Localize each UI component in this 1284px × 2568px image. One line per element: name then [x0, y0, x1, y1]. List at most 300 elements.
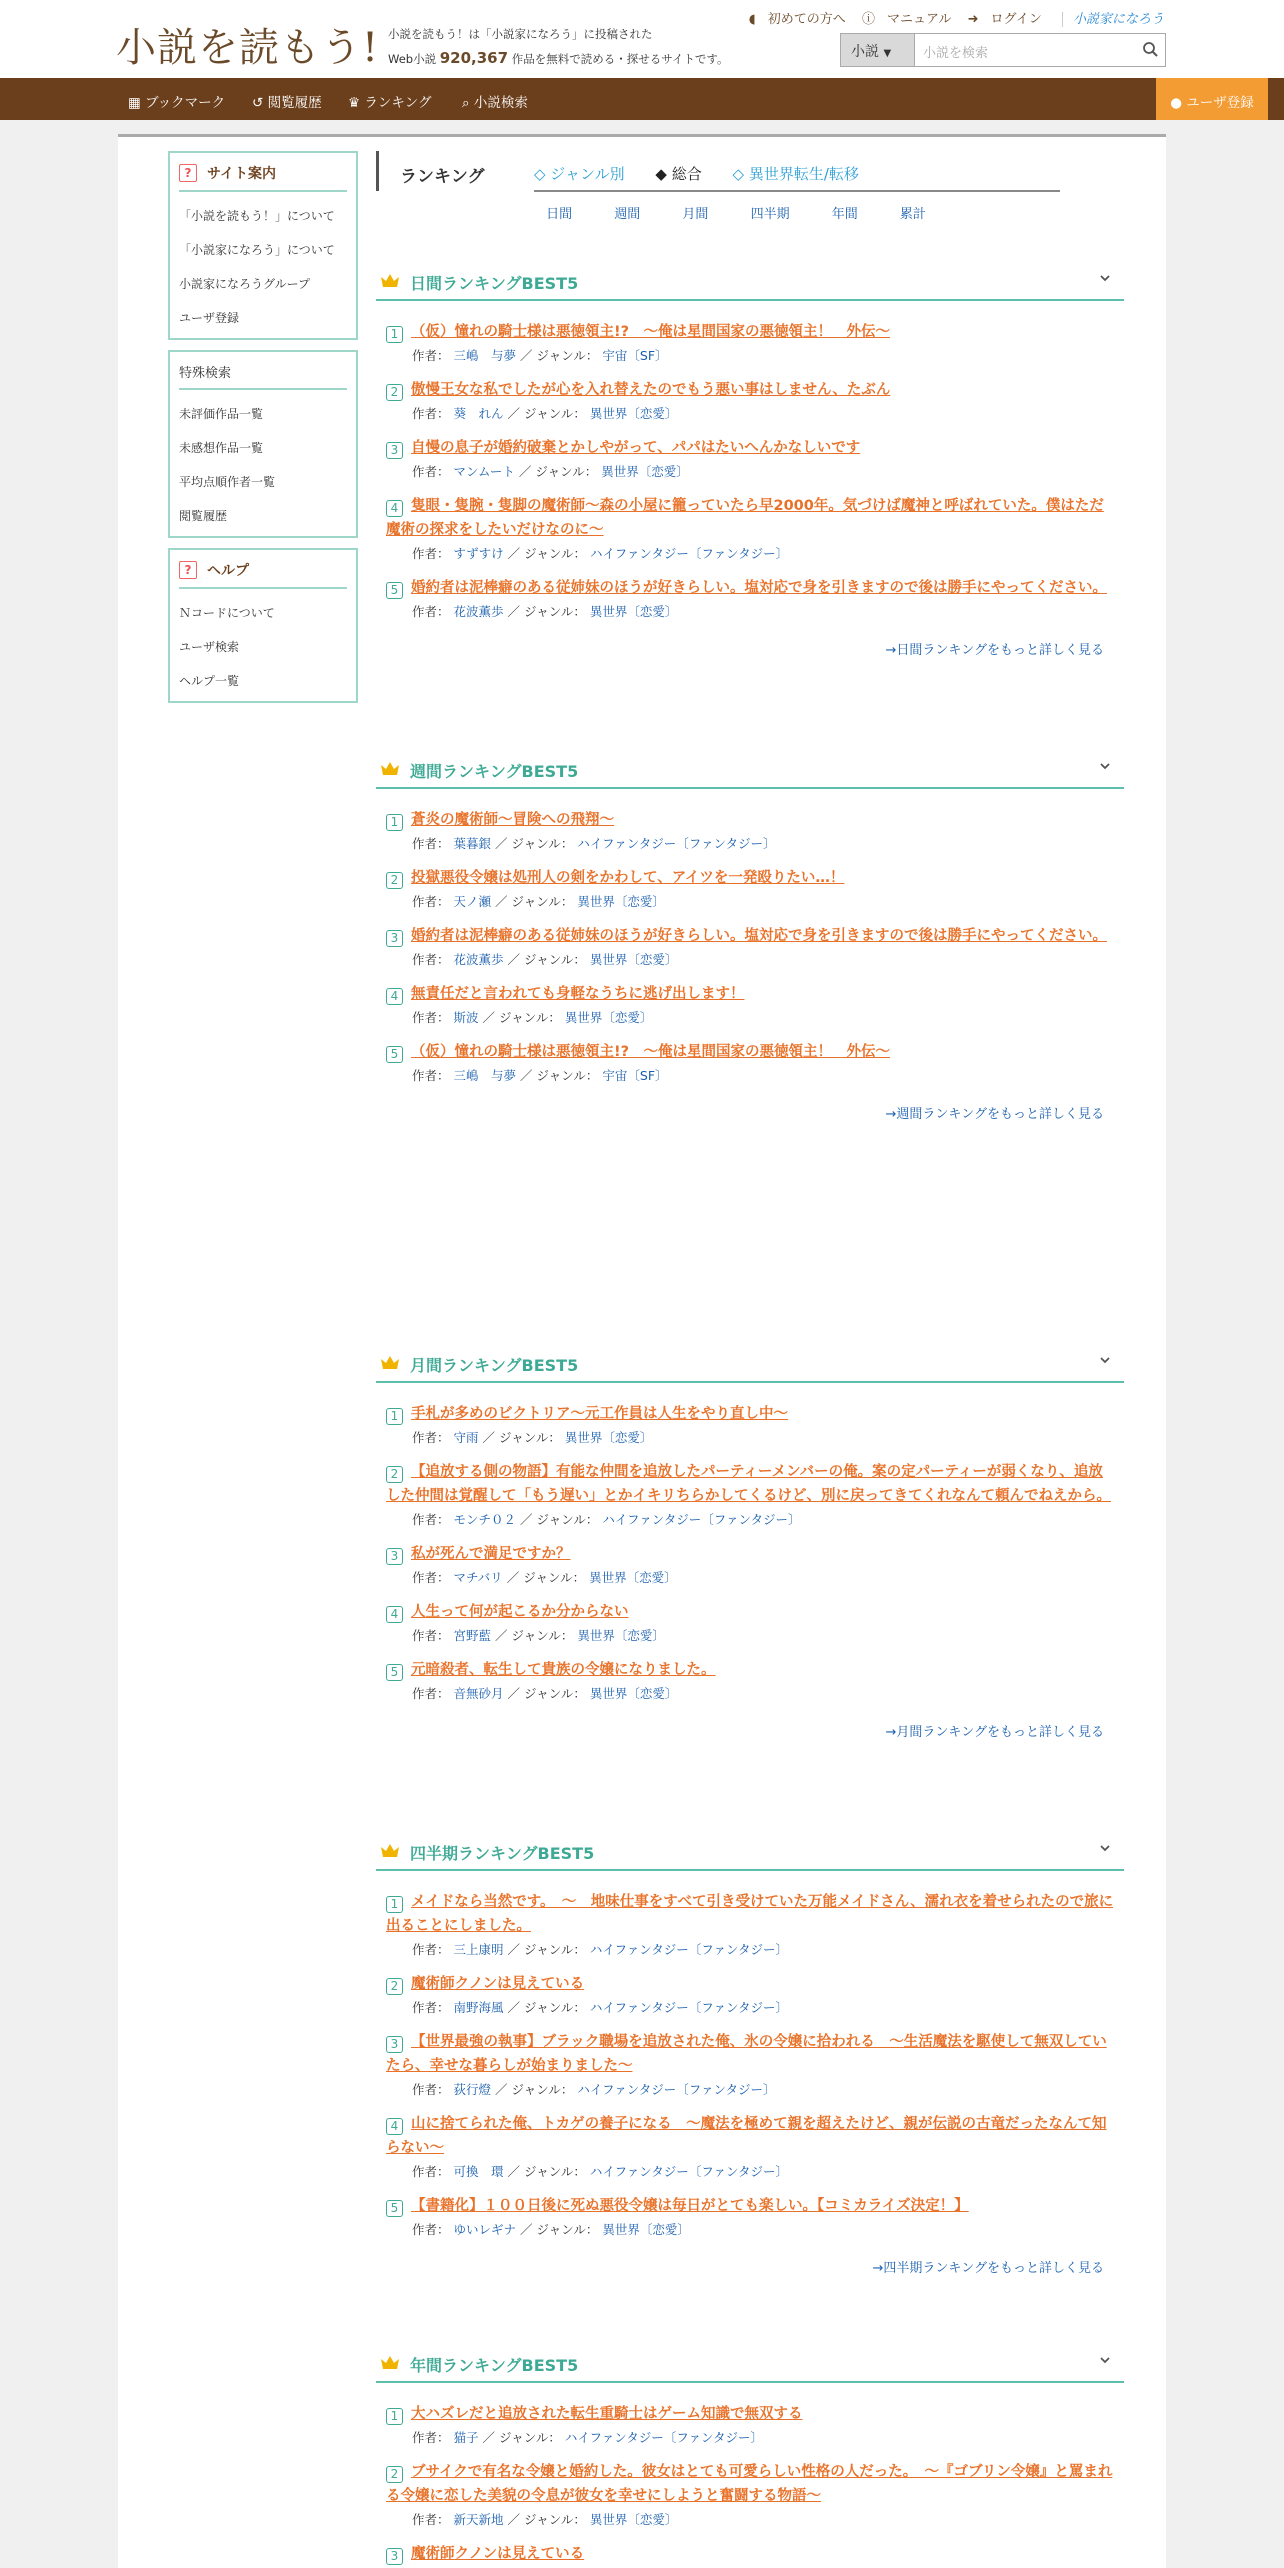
sidebar-item[interactable]: 未評価作品一覧	[179, 407, 264, 421]
genre-link[interactable]: 異世界〔恋愛〕	[564, 1010, 653, 1025]
question-icon: ?	[179, 561, 197, 579]
more-link[interactable]: →日間ランキングをもっと詳しく見る	[885, 643, 1104, 658]
section-title: 四半期ランキングBEST5	[410, 1844, 595, 1863]
bookmark-icon: ▦	[128, 95, 141, 111]
author-label: 作者：	[412, 836, 450, 851]
nav-ranking[interactable]	[348, 91, 432, 111]
author-label: 作者：	[412, 1942, 450, 1957]
novel-title-link[interactable]	[386, 2194, 1114, 2218]
author-label: 作者：	[412, 2430, 450, 2445]
novel-title: ブサイクで有名な令嬢と婚約した。彼女はとても可愛らしい性格の人だった。 ～『ゴブリン令嬢』と罵まれる令嬢に恋した美貌の令息が彼女を幸せにしようと奮闘する物語～	[386, 2464, 1113, 2504]
author-link[interactable]: 荻行燈	[453, 2082, 492, 2097]
ranking-section	[376, 1833, 1124, 2276]
sidebar-item[interactable]: Ｎコードについて	[179, 606, 275, 620]
tagline-line1: 小説を読もう！は「小説家になろう」に投稿された	[388, 27, 653, 41]
author-label: 作者：	[412, 348, 450, 363]
novel-title-link[interactable]	[386, 494, 1114, 542]
rank-number: 5	[386, 1046, 403, 1063]
author-link[interactable]: 葉暮銀	[453, 836, 492, 851]
novel-meta	[386, 2163, 1114, 2181]
section-title: 年間ランキングBEST5	[410, 2356, 579, 2375]
novel-title: メイドなら当然です。 ～ 地味仕事をすべて引き受けていた万能メイドさん、濡れ衣を着せられたので旅に出ることにしました。	[386, 1894, 1114, 1934]
genre-link[interactable]: 異世界〔恋愛〕	[601, 464, 689, 479]
genre-link[interactable]: 異世界〔恋愛〕	[564, 1430, 653, 1445]
author-link[interactable]: 花波薫歩	[453, 604, 504, 619]
novel-title-link[interactable]	[386, 808, 1114, 832]
author-label: 作者：	[412, 1686, 450, 1701]
genre-label: ／ ジャンル：	[482, 1430, 561, 1445]
novel-title-link[interactable]	[386, 576, 1114, 600]
rank-number: 3	[386, 930, 403, 947]
sidebar-item[interactable]: ユーザ登録	[179, 311, 240, 325]
login-link[interactable]: ➜ ログイン	[967, 12, 1042, 27]
genre-label: ／ ジャンル：	[482, 2430, 561, 2445]
beginner-link-label: 初めての方へ	[767, 12, 846, 27]
novel-title: 【世界最強の執事】ブラック職場を追放された俺、氷の令嬢に拾われる ～生活魔法を駆使して無双していたら、幸せな暮らしが始まりました～	[386, 2034, 1107, 2074]
ranking-item	[376, 924, 1124, 969]
search-box	[840, 33, 1166, 67]
ranking-item	[376, 1890, 1124, 1959]
author-link[interactable]: 三嶋 与夢	[453, 1068, 517, 1083]
genre-label: ／ ジャンル：	[507, 1942, 586, 1957]
rank-number: 4	[386, 988, 403, 1005]
genre-link[interactable]: 異世界〔恋愛〕	[589, 2512, 678, 2527]
more-link[interactable]: →月間ランキングをもっと詳しく見る	[885, 1725, 1104, 1740]
crown-icon	[380, 2355, 400, 2371]
crown-icon	[380, 273, 400, 289]
genre-link[interactable]: 異世界〔恋愛〕	[589, 406, 678, 421]
period-yearly[interactable]: 年間	[831, 207, 858, 222]
author-link[interactable]: 新天新地	[453, 2512, 504, 2527]
novel-title-link[interactable]	[386, 2460, 1114, 2508]
author-link[interactable]: すずすけ	[453, 546, 504, 561]
novel-meta	[386, 545, 1114, 563]
genre-link[interactable]: ハイファンタジー〔ファンタジー〕	[589, 2164, 789, 2179]
author-link[interactable]: 斯波	[453, 1010, 479, 1025]
author-label: 作者：	[412, 1628, 450, 1643]
genre-link[interactable]: ハイファンタジー〔ファンタジー〕	[577, 2082, 776, 2097]
novel-meta	[386, 2081, 1114, 2099]
title-bar	[376, 151, 379, 191]
rank-number: 1	[386, 1896, 403, 1913]
site-guide-title	[179, 159, 347, 192]
site-guide-title-label: サイト案内	[207, 166, 277, 182]
author-label: 作者：	[412, 2164, 450, 2179]
section-header[interactable]	[376, 2345, 1124, 2383]
tab-genre[interactable]: ◇ ジャンル別	[534, 165, 625, 183]
author-link[interactable]: ゆいレギナ	[453, 2222, 517, 2237]
header	[0, 0, 1284, 78]
ranking-section	[376, 1345, 1124, 1740]
genre-label: ／ ジャンル：	[518, 464, 598, 479]
genre-link[interactable]: ハイファンタジー〔ファンタジー〕	[590, 546, 789, 561]
chevron-down-icon[interactable]	[1098, 271, 1112, 285]
genre-label: ／ ジャンル：	[520, 348, 599, 363]
nav-history[interactable]	[252, 91, 322, 111]
tagline-rest: 作品を無料で読める・探せるサイトです。	[511, 52, 729, 66]
novel-meta	[386, 1685, 1114, 1703]
author-label: 作者：	[412, 952, 450, 967]
period-weekly[interactable]: 週間	[614, 207, 641, 222]
user-icon: ●	[1170, 95, 1182, 111]
novel-title: 蒼炎の魔術師～冒険への飛翔～	[411, 812, 614, 828]
novel-title-link[interactable]	[386, 436, 1114, 460]
sidebar-item[interactable]: ユーザ検索	[179, 640, 240, 654]
novel-meta	[386, 347, 1114, 365]
nav-search[interactable]	[462, 91, 528, 111]
genre-label: ／ ジャンル：	[495, 1628, 574, 1643]
novel-title: （仮）憧れの騎士様は悪徳領主!? ～俺は星間国家の悪徳領主！ 外伝～	[411, 1044, 891, 1060]
genre-link[interactable]: 異世界〔恋愛〕	[577, 894, 665, 909]
genre-link[interactable]: 宇宙〔SF〕	[602, 1068, 668, 1083]
author-link[interactable]: マチバリ	[453, 1570, 503, 1585]
site-guide-box	[168, 151, 358, 340]
rank-number: 1	[386, 814, 403, 831]
ranking-item	[376, 378, 1124, 423]
genre-label: ／ ジャンル：	[520, 1512, 599, 1527]
novel-meta	[386, 951, 1114, 969]
novel-title: 自慢の息子が婚約破棄とかしやがって、パパはたいへんかなしいです	[411, 440, 861, 456]
author-link[interactable]: 音無砂月	[453, 1686, 504, 1701]
genre-label: ／ ジャンル：	[507, 546, 587, 561]
novel-title: 投獄悪役令嬢は処刑人の剣をかわして、アイツを一発殴りたい…！	[411, 870, 845, 886]
ranking-item	[376, 1658, 1124, 1703]
author-link[interactable]: 守雨	[453, 1430, 479, 1445]
site-logo[interactable]: 小説を読もう!	[116, 25, 380, 71]
rank-number: 1	[386, 2408, 403, 2425]
rank-number: 2	[386, 872, 403, 889]
novel-title: 隻眼・隻腕・隻脚の魔術師～森の小屋に籠っていたら早2000年。気づけば魔神と呼ばれていた。僕はただ魔術の探求をしたいだけなのに～	[386, 498, 1104, 538]
top-links	[737, 8, 1164, 27]
ranking-item	[376, 2112, 1124, 2181]
period-total[interactable]: 累計	[899, 207, 926, 222]
search-icon: ⌕	[462, 95, 470, 111]
section-title: 日間ランキングBEST5	[410, 274, 579, 293]
ranking-item	[376, 1460, 1124, 1529]
section-header[interactable]	[376, 1345, 1124, 1383]
novel-title: 私が死んで満足ですか？	[411, 1546, 571, 1562]
sidebar-item[interactable]: 「小説を読もう！」について	[179, 209, 335, 223]
question-icon: ?	[179, 164, 197, 182]
novel-title: 婚約者は泥棒癖のある従姉妹のほうが好きらしい。塩対応で身を引きますので後は勝手にやってください。	[411, 580, 1107, 596]
ranking-item	[376, 494, 1124, 563]
novel-meta	[386, 1009, 1114, 1027]
more-link[interactable]: →週間ランキングをもっと詳しく見る	[885, 1107, 1104, 1122]
genre-label: ／ ジャンル：	[520, 2222, 599, 2237]
novel-title: 無責任だと言われても身軽なうちに逃げ出します！	[411, 986, 745, 1002]
novel-title-link[interactable]	[386, 982, 1114, 1006]
ranking-item	[376, 576, 1124, 621]
novel-meta	[386, 1569, 1114, 1587]
tagline	[388, 22, 729, 71]
ranking-item	[376, 982, 1124, 1027]
novel-title-link[interactable]	[386, 1040, 1114, 1064]
nav-bar	[0, 78, 1284, 120]
sidebar	[168, 151, 358, 713]
rank-number: 4	[386, 2118, 403, 2135]
ranking-title: ランキング	[400, 167, 485, 187]
sidebar-item[interactable]: 「小説家になろう」について	[179, 243, 335, 257]
author-link[interactable]: 南野海風	[453, 2000, 504, 2015]
ranking-item	[376, 2030, 1124, 2099]
rank-number: 5	[386, 1664, 403, 1681]
novel-title-link[interactable]	[386, 1542, 1114, 1566]
genre-link[interactable]: 異世界〔恋愛〕	[577, 1628, 665, 1643]
special-search-title: 特殊検索	[179, 358, 347, 390]
novel-meta	[386, 2429, 1114, 2447]
genre-label: ／ ジャンル：	[520, 1068, 599, 1083]
novel-title-link[interactable]	[386, 1600, 1114, 1624]
genre-link[interactable]: ハイファンタジー〔ファンタジー〕	[589, 1942, 789, 1957]
author-label: 作者：	[412, 1570, 450, 1585]
rank-number: 3	[386, 2548, 403, 2565]
ranking-item	[376, 808, 1124, 853]
novel-meta	[386, 1067, 1114, 1085]
author-link[interactable]: 花波薫歩	[453, 952, 504, 967]
author-label: 作者：	[412, 546, 450, 561]
history-icon: ↺	[252, 95, 264, 111]
rank-number: 5	[386, 582, 403, 599]
nav-search-label: 小説検索	[473, 95, 528, 111]
rank-number: 3	[386, 1548, 403, 1565]
author-link[interactable]: 三嶋 与夢	[453, 348, 517, 363]
rank-number: 1	[386, 1408, 403, 1425]
genre-link[interactable]: 異世界〔恋愛〕	[589, 604, 678, 619]
special-search-box	[168, 350, 358, 538]
crown-icon	[380, 1355, 400, 1371]
ranking-item	[376, 436, 1124, 481]
novel-title-link[interactable]	[386, 378, 1114, 402]
chevron-down-icon[interactable]	[1098, 1353, 1112, 1367]
novel-title: 婚約者は泥棒癖のある従姉妹のほうが好きらしい。塩対応で身を引きますので後は勝手にやってください。	[411, 928, 1107, 944]
register-button[interactable]	[1156, 78, 1268, 120]
author-label: 作者：	[412, 1430, 450, 1445]
novel-title-link[interactable]	[386, 320, 1114, 344]
author-link[interactable]: 宮野藍	[453, 1628, 492, 1643]
novel-title: 魔術師クノンは見えている	[411, 1976, 585, 1992]
ranking-section	[376, 2345, 1124, 2566]
ranking-section	[376, 263, 1124, 658]
genre-link[interactable]: ハイファンタジー〔ファンタジー〕	[602, 1512, 801, 1527]
genre-label: ／ ジャンル：	[507, 2164, 586, 2179]
novel-meta	[386, 1941, 1114, 1959]
author-label: 作者：	[412, 2512, 450, 2527]
author-label: 作者：	[412, 2000, 450, 2015]
ranking-item	[376, 2402, 1124, 2447]
period-monthly[interactable]: 月間	[682, 207, 709, 222]
author-label: 作者：	[412, 1068, 450, 1083]
author-link[interactable]: モンチ０２	[453, 1512, 517, 1527]
ranking-item	[376, 1600, 1124, 1645]
tab-overall[interactable]: ◆ 総合	[655, 165, 702, 183]
novel-meta	[386, 1627, 1114, 1645]
nav-bookmark[interactable]	[128, 91, 225, 111]
tagline-line2	[388, 46, 729, 71]
chevron-down-icon: ▼	[883, 48, 892, 59]
author-label: 作者：	[412, 2222, 450, 2237]
novel-title-link[interactable]	[386, 1658, 1114, 1682]
genre-link[interactable]: 異世界〔恋愛〕	[589, 1570, 677, 1585]
manual-link-label: マニュアル	[886, 12, 952, 27]
nav-bookmark-label: ブックマーク	[145, 95, 226, 111]
novel-title: （仮）憧れの騎士様は悪徳領主!? ～俺は星間国家の悪徳領主！ 外伝～	[411, 324, 891, 340]
rank-number: 4	[386, 1606, 403, 1623]
author-link[interactable]: 三上康明	[453, 1942, 504, 1957]
genre-label: ／ ジャンル：	[495, 894, 574, 909]
rank-number: 2	[386, 2466, 403, 2483]
novel-meta	[386, 835, 1114, 853]
rank-number: 1	[386, 326, 403, 343]
nav-history-label: 閲覧履歴	[267, 95, 322, 111]
author-label: 作者：	[412, 1010, 450, 1025]
author-label: 作者：	[412, 2082, 450, 2097]
crown-icon	[380, 761, 400, 777]
novel-title-link[interactable]	[386, 924, 1114, 948]
ranking-item	[376, 1972, 1124, 2017]
period-quarterly[interactable]: 四半期	[750, 207, 790, 222]
genre-link[interactable]: 異世界〔恋愛〕	[589, 952, 678, 967]
sidebar-item[interactable]: 平均点順作者一覧	[179, 475, 276, 489]
novel-title-link[interactable]	[386, 1972, 1114, 1996]
ranking-item	[376, 2194, 1124, 2239]
ranking-section	[376, 751, 1124, 1122]
genre-link[interactable]: ハイファンタジー〔ファンタジー〕	[577, 836, 776, 851]
ranking-item	[376, 1402, 1124, 1447]
tagline-web: Web小説	[388, 52, 437, 66]
login-link-label: ログイン	[990, 12, 1042, 27]
novel-meta	[386, 1999, 1114, 2017]
ranking-item	[376, 1542, 1124, 1587]
search-type-value: 小説	[851, 44, 879, 60]
genre-link[interactable]: 異世界〔恋愛〕	[602, 2222, 690, 2237]
author-label: 作者：	[412, 604, 450, 619]
ranking-item	[376, 2460, 1124, 2529]
author-link[interactable]: 天ノ瀬	[453, 894, 492, 909]
novel-title: 【追放する側の物語】有能な仲間を追放したパーティーメンバーの俺。案の定パーティーが弱くなり、追放した仲間は覚醒して「もう遅い」とかイキリちらかしてくるけど、別に戻ってきてくれなんて頼んでねえから。	[386, 1464, 1111, 1504]
tab-isekai[interactable]: ◇ 異世界転生/転移	[732, 165, 859, 183]
author-label: 作者：	[412, 406, 450, 421]
genre-label: ／ ジャンル：	[507, 406, 586, 421]
novel-meta	[386, 2221, 1114, 2239]
novel-title-link[interactable]	[386, 866, 1114, 890]
genre-label: ／ ジャンル：	[482, 1010, 561, 1025]
genre-label: ／ ジャンル：	[507, 1686, 586, 1701]
manual-link[interactable]: ⓘ マニュアル	[861, 12, 952, 27]
rank-number: 2	[386, 1466, 403, 1483]
author-link[interactable]: 葵 れん	[453, 406, 504, 421]
genre-link[interactable]: ハイファンタジー〔ファンタジー〕	[589, 2000, 789, 2015]
author-link[interactable]: マンムート	[453, 464, 515, 479]
narou-logo-link[interactable]: 小説家になろう	[1062, 12, 1164, 27]
genre-link[interactable]: ハイファンタジー〔ファンタジー〕	[564, 2430, 764, 2445]
search-icon[interactable]	[1141, 40, 1161, 60]
help-title	[179, 556, 347, 589]
genre-link[interactable]: 宇宙〔SF〕	[602, 348, 668, 363]
genre-label: ／ ジャンル：	[495, 836, 574, 851]
genre-label: ／ ジャンル：	[507, 952, 586, 967]
genre-link[interactable]: 異世界〔恋愛〕	[589, 1686, 678, 1701]
novel-title-link[interactable]	[386, 1890, 1114, 1938]
section-header[interactable]	[376, 1833, 1124, 1871]
more-link[interactable]: →四半期ランキングをもっと詳しく見る	[872, 2261, 1104, 2276]
search-type-select[interactable]	[841, 34, 915, 66]
rank-number: 3	[386, 442, 403, 459]
novel-title: 魔術師クノンは見えている	[411, 2546, 585, 2562]
rank-number: 5	[386, 2200, 403, 2217]
section-title: 月間ランキングBEST5	[410, 1356, 579, 1375]
sidebar-item[interactable]: 小説家になろうグループ	[179, 277, 311, 291]
register-button-label: ユーザ登録	[1186, 95, 1254, 111]
author-link[interactable]: 可換 環	[453, 2164, 504, 2179]
novel-meta	[386, 405, 1114, 423]
chevron-down-icon[interactable]	[1098, 759, 1112, 773]
help-box	[168, 548, 358, 703]
novel-title: 山に捨てられた俺、トカゲの養子になる ～魔法を極めて親を超えたけど、親が伝説の古竜だったなんて知らない～	[386, 2116, 1107, 2156]
novel-title-link[interactable]	[386, 1402, 1114, 1426]
novel-title-link[interactable]	[386, 2112, 1114, 2160]
novel-meta	[386, 1511, 1114, 1529]
novel-title-link[interactable]	[386, 2402, 1114, 2426]
section-header[interactable]	[376, 751, 1124, 789]
novel-meta	[386, 463, 1114, 481]
ranking-header	[376, 151, 1096, 191]
rank-number: 3	[386, 2036, 403, 2053]
novel-title-link[interactable]	[386, 2542, 1114, 2566]
novel-title-link[interactable]	[386, 1460, 1114, 1508]
novel-title: 【書籍化】１００日後に死ぬ悪役令嬢は毎日がとても楽しい。【コミカライズ決定！】	[411, 2198, 969, 2214]
author-label: 作者：	[412, 464, 450, 479]
novel-meta	[386, 2511, 1114, 2529]
chevron-down-icon[interactable]	[1098, 2353, 1112, 2367]
beginner-link[interactable]: ◖ 初めての方へ	[748, 12, 846, 27]
tagline-count: 920,367	[439, 49, 509, 67]
ranking-item	[376, 2542, 1124, 2566]
novel-meta	[386, 893, 1114, 911]
ranking-tabs	[534, 163, 1060, 192]
novel-meta	[386, 603, 1114, 621]
author-link[interactable]: 猫子	[453, 2430, 479, 2445]
novel-title-link[interactable]	[386, 2030, 1114, 2078]
genre-label: ／ ジャンル：	[506, 1570, 586, 1585]
sidebar-item[interactable]: 未感想作品一覧	[179, 441, 264, 455]
sidebar-item[interactable]: 閲覧履歴	[179, 509, 228, 523]
author-label: 作者：	[412, 894, 450, 909]
novel-title: 傲慢王女な私でしたが心を入れ替えたのでもう悪い事はしません、たぶん	[411, 382, 891, 398]
rank-number: 2	[386, 384, 403, 401]
rank-number: 4	[386, 500, 403, 517]
rank-number: 2	[386, 1978, 403, 1995]
ranking-item	[376, 866, 1124, 911]
genre-label: ／ ジャンル：	[507, 2000, 586, 2015]
chevron-down-icon[interactable]	[1098, 1841, 1112, 1855]
author-label: 作者：	[412, 1512, 450, 1527]
ranking-item	[376, 1040, 1124, 1085]
novel-title: 元暗殺者、転生して貴族の令嬢になりました。	[411, 1662, 716, 1678]
genre-label: ／ ジャンル：	[495, 2082, 574, 2097]
search-input[interactable]: 小説を検索	[923, 46, 989, 61]
ranking-item	[376, 320, 1124, 365]
section-header[interactable]	[376, 263, 1124, 301]
period-daily[interactable]: 日間	[546, 207, 573, 222]
sidebar-item[interactable]: ヘルプ一覧	[179, 674, 240, 688]
nav-ranking-label: ランキング	[364, 95, 432, 111]
genre-label: ／ ジャンル：	[507, 2512, 586, 2527]
novel-meta	[386, 1429, 1114, 1447]
period-links	[376, 203, 1096, 222]
novel-title: 人生って何が起こるか分からない	[411, 1604, 629, 1620]
novel-title: 大ハズレだと追放された転生重騎士はゲーム知識で無双する	[411, 2406, 803, 2422]
help-title-label: ヘルプ	[207, 563, 249, 579]
